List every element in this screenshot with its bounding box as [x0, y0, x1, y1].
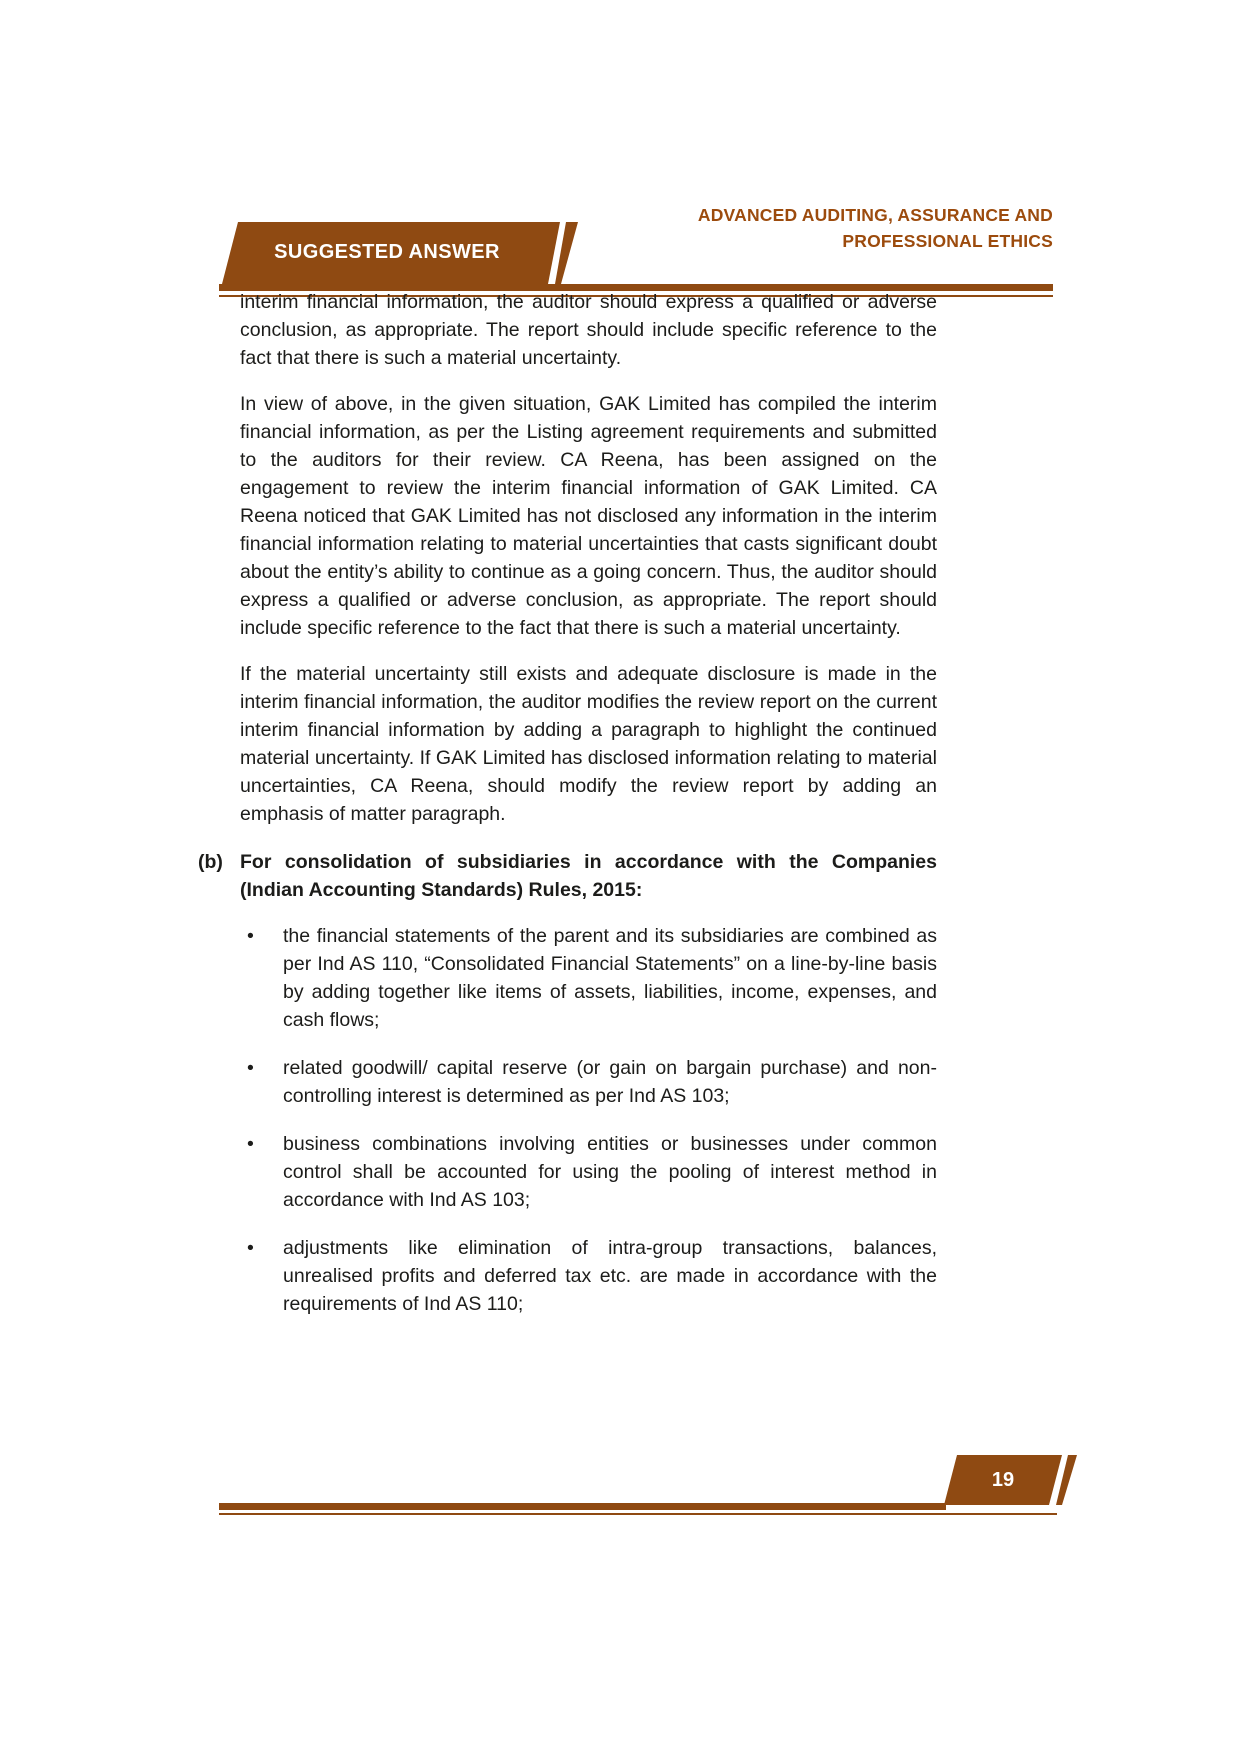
item-b-heading: For consolidation of subsidiaries in accordance with the Companies (Indian Accounting Standards) Rules, 2015: — [240, 851, 937, 901]
paragraph-3: If the material uncertainty still exists and adequate disclosure is made in the interim financial information, the auditor modifies the review report on the current interim financial information by adding a paragraph to highlight the continued material uncertainty. If GAK Limited has disclosed information relating to material uncertainties, CA Reena, should modify the review report by adding an emphasis of matter paragraph. — [240, 663, 937, 825]
bullet-text: business combinations involving entities or businesses under common control shall be accounted for using the pooling of interest method in accordance with Ind AS 103; — [283, 1133, 937, 1211]
header-title-line1: ADVANCED AUDITING, ASSURANCE AND — [697, 205, 1053, 225]
badge-shape-sliver — [555, 222, 578, 284]
bullet-marker: • — [247, 1237, 254, 1259]
bullet-item — [198, 1054, 958, 1110]
paragraph-2: In view of above, in the given situation, GAK Limited has compiled the interim financial information, as per the Listing agreement requirements and submitted to the auditors for their review. CA Reena, has been assigned on the engagement to review the interim financial information of GAK Limited. CA Reena noticed that GAK Limited has not disclosed any information in the interim financial information relating to material uncertainties that casts significant doubt about the entity’s ability to continue as a going concern. Thus, the auditor should express a qualified or adverse conclusion, as appropriate. The report should include specific reference to the fact that there is such a material uncertainty. — [240, 393, 937, 639]
page-number: 19 — [991, 1468, 1015, 1491]
bullet-marker: • — [247, 925, 254, 947]
footer-rule-thin — [219, 1513, 1057, 1515]
bullet-item — [198, 922, 958, 1034]
footer-rule-thick — [219, 1503, 946, 1510]
bullet-text: adjustments like elimination of intra-group transactions, balances, unrealised profits and deferred tax etc. are made in accordance with the requirements of Ind AS 110; — [283, 1237, 937, 1315]
bullet-item — [198, 1130, 958, 1214]
bullet-marker: • — [247, 1133, 254, 1155]
bullet-list — [198, 922, 958, 1318]
header-title — [698, 202, 1053, 254]
bullet-marker: • — [247, 1057, 254, 1079]
page-content — [198, 288, 958, 1338]
item-b-heading-row — [198, 848, 958, 904]
suggested-answer-label: SUGGESTED ANSWER — [274, 241, 500, 263]
bullet-text: related goodwill/ capital reserve (or gain on bargain purchase) and non-controlling interest is determined as per Ind AS 103; — [283, 1057, 937, 1107]
header-title-line2: PROFESSIONAL ETHICS — [842, 231, 1053, 251]
bullet-text: the financial statements of the parent and its subsidiaries are combined as per Ind AS 110, “Consolidated Financial Statements” on a line-by-line basis by adding together like items of assets, liabilities, income, expenses, and cash flows; — [283, 925, 937, 1031]
item-b-label: (b) — [198, 851, 223, 873]
bullet-item — [198, 1234, 958, 1318]
paragraph-1: interim financial information, the auditor should express a qualified or adverse conclusion, as appropriate. The report should include specific reference to the fact that there is such a material uncertainty. — [240, 291, 937, 369]
